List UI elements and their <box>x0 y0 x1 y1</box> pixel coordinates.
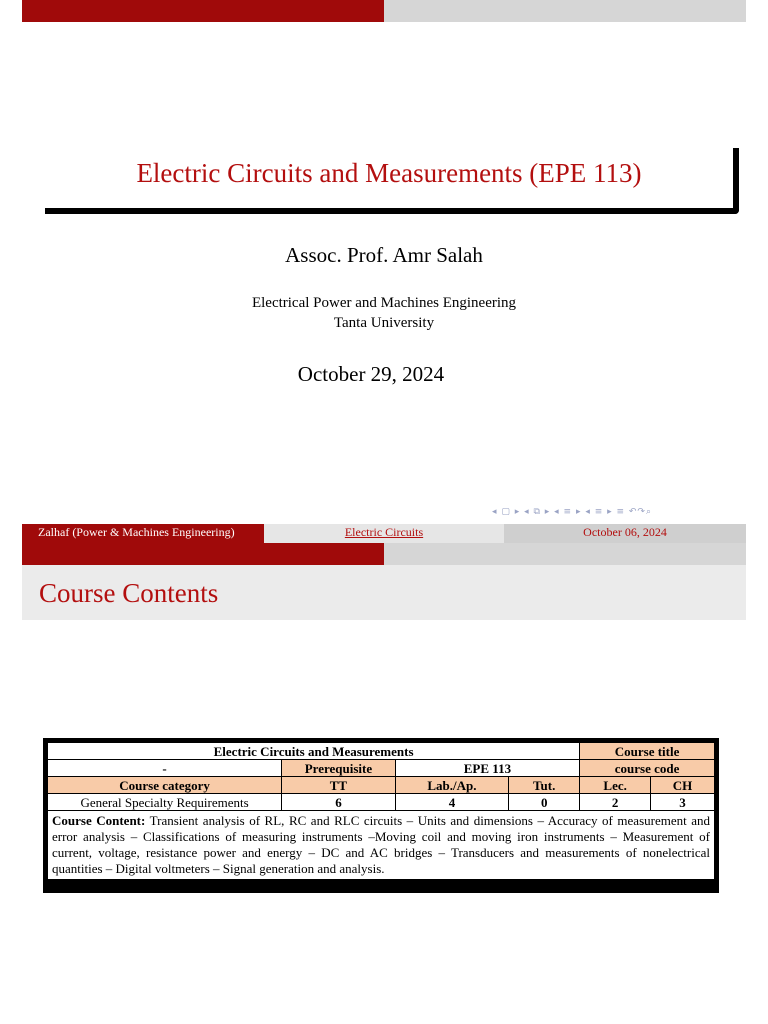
footer-short-title-link[interactable]: Electric Circuits <box>264 524 504 543</box>
course-table-frame <box>43 738 719 893</box>
footer-date: October 06, 2024 <box>504 524 746 543</box>
presentation-title: Electric Circuits and Measurements (EPE 113) <box>136 158 642 188</box>
title-box-shadow <box>45 208 739 214</box>
ch-value: 3 <box>651 794 715 811</box>
course-code-value: EPE 113 <box>395 760 579 777</box>
table-row <box>48 811 715 880</box>
institute-department: Electrical Power and Machines Engineering <box>251 295 517 311</box>
prerequisite-value: - <box>48 760 282 777</box>
tt-value: 6 <box>282 794 396 811</box>
tt-header: TT <box>282 777 396 794</box>
tut-value: 0 <box>509 794 580 811</box>
lec-value: 2 <box>580 794 651 811</box>
table-row <box>48 794 715 811</box>
course-category-label: Course category <box>48 777 282 794</box>
course-code-label: course code <box>580 760 715 777</box>
author: Assoc. Prof. Amr Salah <box>285 243 483 267</box>
course-title-value: Electric Circuits and Measurements <box>48 743 580 760</box>
course-content-label: Course Content: <box>52 813 146 828</box>
tut-header: Tut. <box>509 777 580 794</box>
header-bar-slide2 <box>22 543 746 565</box>
header-bar-red <box>22 0 384 22</box>
table-row <box>48 743 715 760</box>
beamer-navigation-icons[interactable]: ◂ ▢ ▸ ◂ ⧉ ▸ ◂ ≡ ▸ ◂ ≡ ▸ ≡ ↶↷⌕ <box>492 507 653 517</box>
footer-author: Zalhaf (Power & Machines Engineering) <box>22 524 264 543</box>
prerequisite-label: Prerequisite <box>282 760 396 777</box>
footline <box>22 524 746 543</box>
title-box-shadow-right <box>733 148 739 214</box>
course-content-text: Transient analysis of RL, RC and RLC circuits – Units and dimensions – Accuracy of measurement and error analysis – Classifications of measuring instruments –Moving coil and moving iron instruments – Measurement of current, voltage, resistance power and energy – DC and AC bridges – Transducers and measurements of nonelectrical quantities – Digital voltmeters – Signal generation and analysis. <box>52 813 711 876</box>
lab-value: 4 <box>395 794 509 811</box>
header-bar-grey <box>384 0 746 22</box>
course-table <box>47 742 715 880</box>
ch-header: CH <box>651 777 715 794</box>
table-row <box>48 777 715 794</box>
header-bar-red <box>22 543 384 565</box>
table-row <box>48 760 715 777</box>
course-title-label: Course title <box>580 743 715 760</box>
presentation-date: October 29, 2024 <box>297 362 445 386</box>
frame-title: Course Contents <box>39 578 219 608</box>
title-box <box>45 148 739 214</box>
course-content-cell <box>48 811 715 880</box>
course-category-value: General Specialty Requirements <box>48 794 282 811</box>
lec-header: Lec. <box>580 777 651 794</box>
institute-university: Tanta University <box>333 315 435 331</box>
header-bar-grey <box>384 543 746 565</box>
header-bar <box>22 0 746 22</box>
lab-header: Lab./Ap. <box>395 777 509 794</box>
